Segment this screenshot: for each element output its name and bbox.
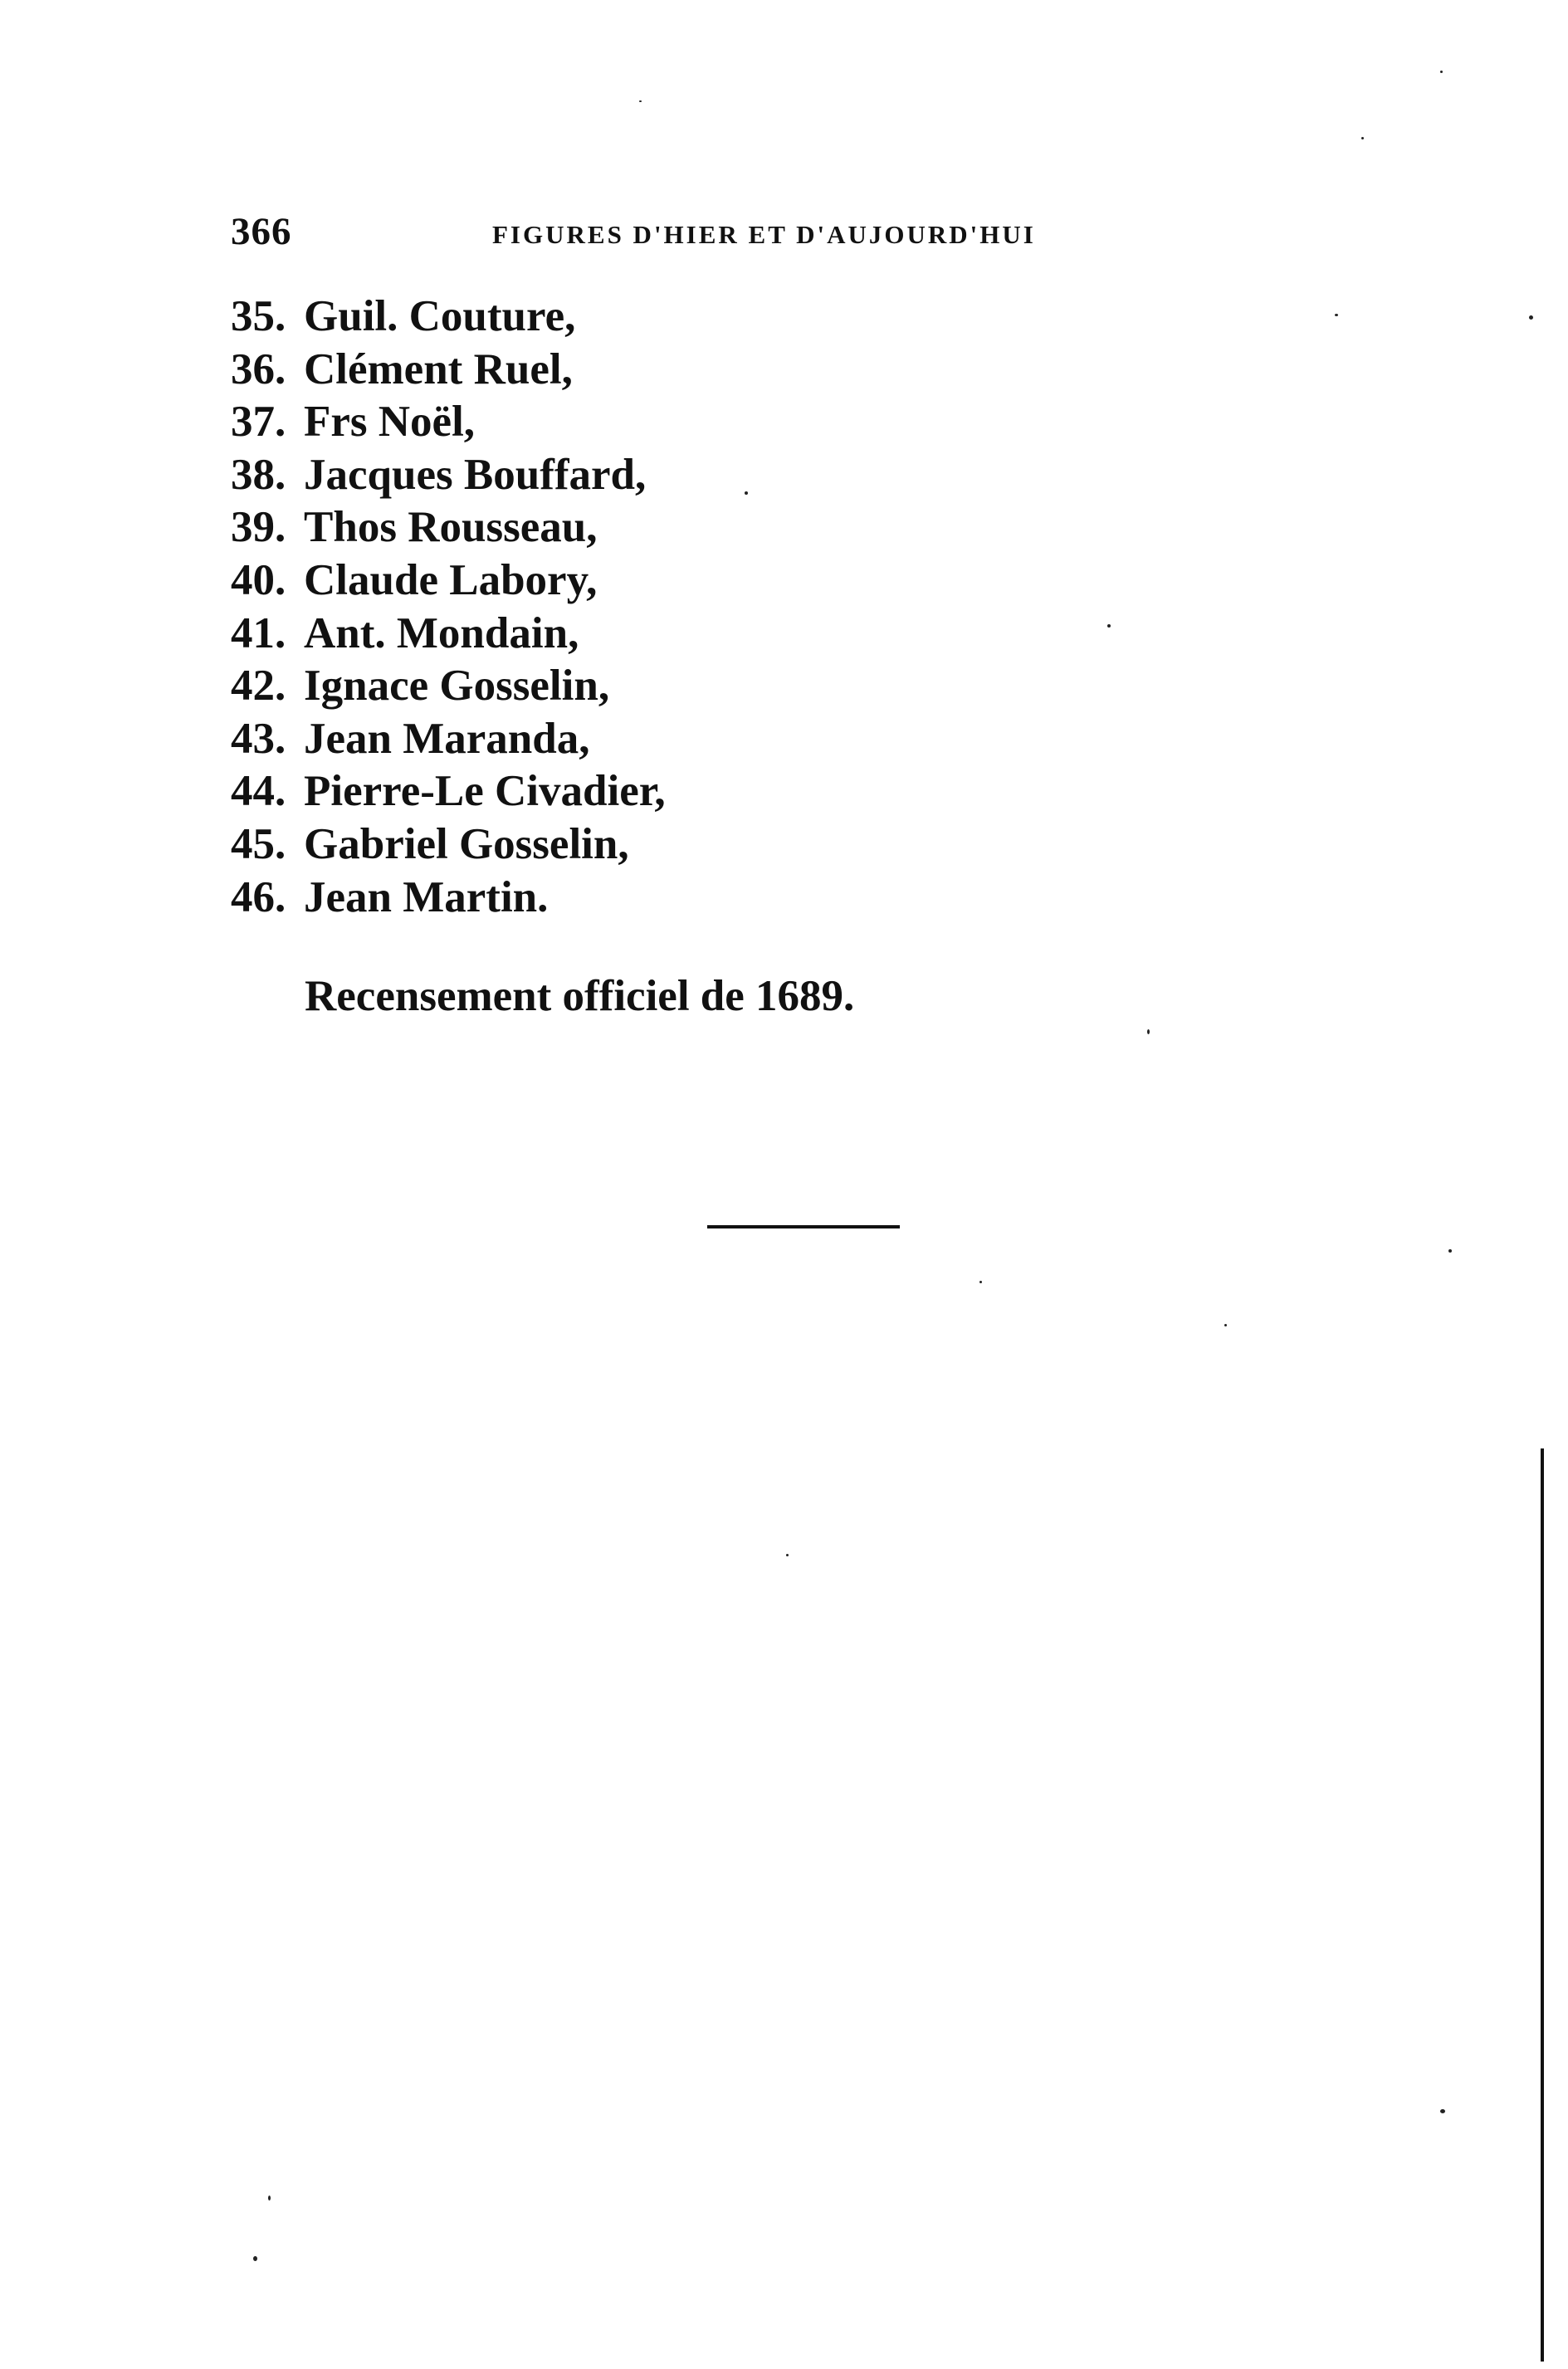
page-header (231, 209, 1136, 259)
scan-speck (1361, 137, 1364, 139)
list-item (231, 554, 666, 608)
entry-name: Frs Noël, (304, 398, 476, 447)
list-item (231, 765, 666, 818)
scan-speck (268, 2196, 271, 2200)
entry-name: Gabriel Gosselin, (304, 819, 629, 868)
list-item (231, 713, 666, 766)
entry-name: Claude Labory, (304, 555, 598, 604)
entry-name: Pierre-Le Civadier, (304, 767, 666, 816)
entry-name: Jean Martin. (304, 872, 549, 921)
list-item (231, 608, 666, 661)
entry-number: 35. (231, 292, 286, 340)
scan-speck (1529, 315, 1533, 320)
scan-speck (1107, 624, 1111, 628)
list-item (231, 344, 666, 397)
scan-speck (979, 1281, 982, 1283)
entry-name: Jacques Bouffard, (304, 450, 647, 499)
scan-speck (1335, 314, 1338, 316)
entry-number: 38. (231, 450, 286, 499)
entry-name: Clément Ruel, (304, 344, 573, 393)
entry-name: Ant. Mondain, (304, 608, 579, 657)
section-divider (707, 1225, 900, 1228)
entry-name: Thos Rousseau, (304, 503, 598, 552)
scan-speck (745, 491, 748, 495)
entry-number: 41. (231, 608, 286, 657)
list-item (231, 291, 666, 344)
scan-margin-edge (1541, 1448, 1544, 2362)
entry-number: 36. (231, 344, 286, 393)
scan-speck (1147, 1029, 1150, 1034)
census-name-list (231, 291, 666, 924)
entry-number: 42. (231, 662, 286, 711)
entry-number: 46. (231, 872, 286, 921)
entry-number: 43. (231, 714, 286, 763)
list-item (231, 660, 666, 713)
scan-speck (786, 1554, 789, 1556)
page-number: 366 (231, 210, 292, 253)
entry-name: Jean Maranda, (304, 714, 590, 763)
entry-number: 40. (231, 555, 286, 604)
list-item (231, 501, 666, 554)
scan-speck (1224, 1324, 1227, 1326)
scan-speck (1440, 2109, 1445, 2113)
list-item (231, 872, 666, 925)
entry-number: 39. (231, 503, 286, 552)
scan-speck (253, 2256, 257, 2261)
entry-name: Guil. Couture, (304, 292, 576, 340)
scan-speck (1448, 1249, 1452, 1253)
census-source-note: Recensement officiel de 1689. (305, 972, 855, 1020)
entry-number: 44. (231, 767, 286, 816)
entry-number: 37. (231, 398, 286, 447)
list-item (231, 818, 666, 872)
list-item (231, 449, 666, 502)
entry-number: 45. (231, 819, 286, 868)
scan-speck (1440, 71, 1443, 73)
list-item (231, 396, 666, 449)
entry-name: Ignace Gosselin, (304, 662, 610, 711)
scan-speck (639, 100, 642, 102)
running-head: FIGURES D'HIER ET D'AUJOURD'HUI (492, 220, 1036, 249)
